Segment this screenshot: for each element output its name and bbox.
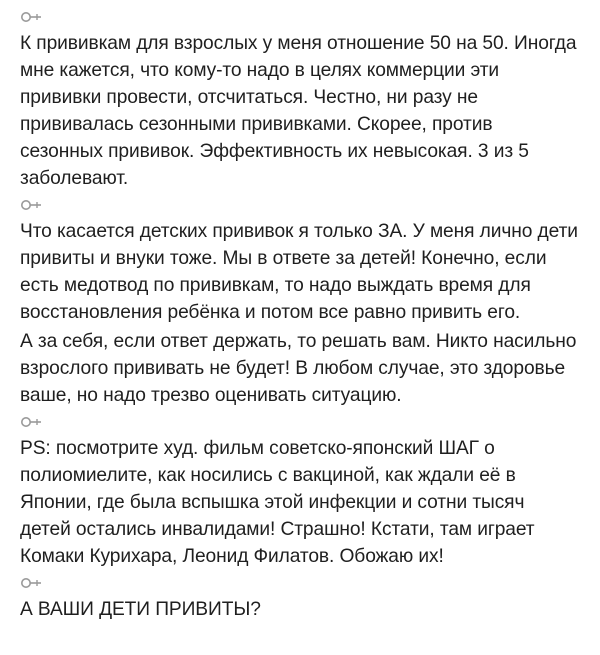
section-divider bbox=[20, 572, 580, 594]
post-paragraph: PS: посмотрите худ. фильм советско-японский ШАГ о полиомиелите, как носились с вакциной, как ждали её в Японии, где была вспышка этой инфекции и сотни тысяч детей остались инвалидами! Страшно! Кстати, там играет Комаки Курихара, Леонид Филатов. Обожаю их! bbox=[20, 438, 535, 567]
pushpin-icon bbox=[20, 11, 44, 23]
section-divider bbox=[20, 194, 580, 216]
post-paragraph: Что касается детских прививок я только ЗА. У меня лично дети привиты и внуки тоже. Мы в ответе за детей! Конечно, если есть медотвод по прививкам, то надо выждать время для восстановления ребёнка и потом все равно привить его. bbox=[20, 221, 578, 323]
pushpin-icon bbox=[20, 577, 44, 589]
post-paragraph: К прививкам для взрослых у меня отношение 50 на 50. Иногда мне кажется, что кому-то надо в целях коммерции эти прививки провести, отсчитаться. Честно, ни разу не прививалась сезонными прививками. Скорее, против сезонных прививок. Эффективность их невысокая. 3 из 5 заболевают. bbox=[20, 33, 577, 189]
section-divider bbox=[20, 6, 580, 28]
closing-question: А ВАШИ ДЕТИ ПРИВИТЫ? bbox=[20, 599, 261, 620]
pushpin-icon bbox=[20, 199, 44, 211]
post-paragraph: А за себя, если ответ держать, то решать вам. Никто насильно взрослого прививать не будет! В любом случае, это здоровье ваше, но надо трезво оценивать ситуацию. bbox=[20, 331, 577, 406]
pushpin-icon bbox=[20, 416, 44, 428]
section-divider bbox=[20, 411, 580, 433]
